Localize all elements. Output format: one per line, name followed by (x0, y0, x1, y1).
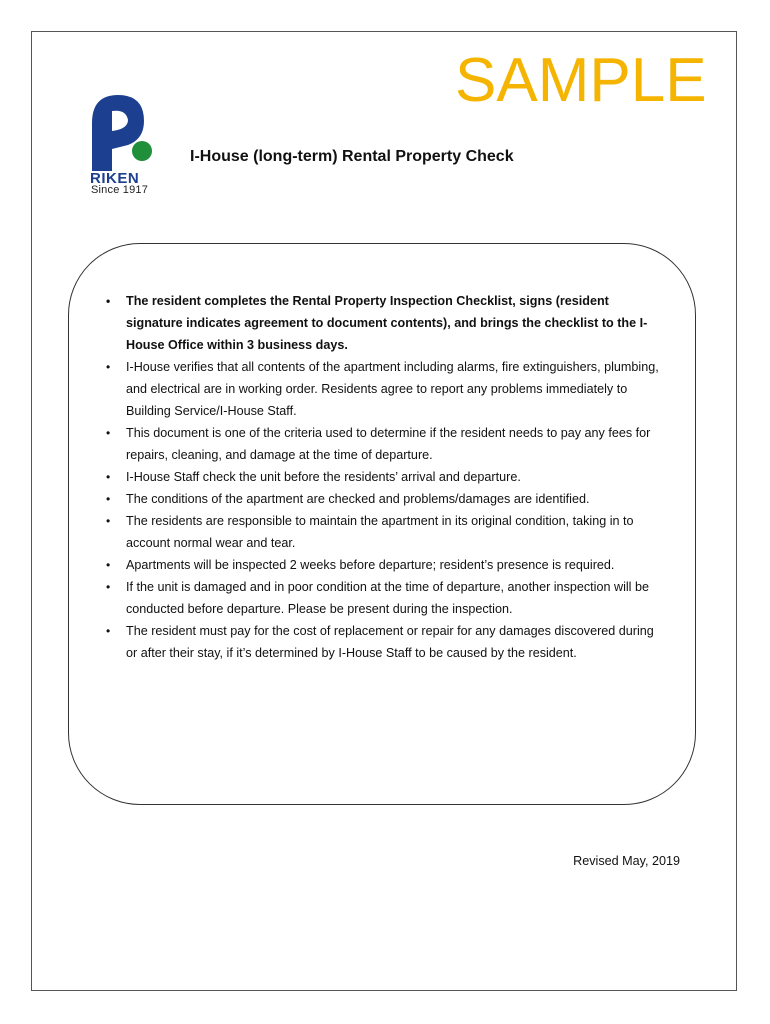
bullet-dot-icon: • (106, 624, 111, 638)
bullet-dot-icon: • (106, 514, 111, 528)
bullet-text: I-House verifies that all contents of the apartment including alarms, fire extinguishers, plumbing, and electrical are in working order. Residents agree to report any problems immediately to Building Service/I-House Staff. (126, 360, 659, 418)
bullet-list (104, 290, 666, 664)
bullet-text: Apartments will be inspected 2 weeks before departure; resident’s presence is required. (126, 558, 615, 572)
bullet-item (104, 422, 666, 466)
bullet-item (104, 466, 666, 488)
logo-wordmark: RIKEN (90, 170, 140, 185)
bullet-item (104, 510, 666, 554)
bullet-text: I-House Staff check the unit before the residents’ arrival and departure. (126, 470, 521, 484)
bullet-item (104, 356, 666, 422)
logo-blue-shape (92, 95, 144, 171)
revised-date: Revised May, 2019 (573, 854, 680, 868)
bullet-item (104, 620, 666, 664)
bullet-dot-icon: • (106, 492, 111, 506)
bullet-dot-icon: • (106, 426, 111, 440)
bullet-text: This document is one of the criteria used to determine if the resident needs to pay any fees for repairs, cleaning, and damage at the time of departure. (126, 426, 651, 462)
bullet-dot-icon: • (106, 558, 111, 572)
sample-watermark: SAMPLE (455, 46, 707, 115)
bullet-dot-icon: • (106, 580, 111, 594)
bullet-item (104, 554, 666, 576)
bullet-item (104, 488, 666, 510)
since-label: Since 1917 (91, 184, 149, 196)
bullet-item (104, 576, 666, 620)
bullet-text: If the unit is damaged and in poor condition at the time of departure, another inspection will be conducted before departure. Please be present during the inspection. (126, 580, 649, 616)
bullet-item (104, 290, 666, 356)
logo-green-dot (132, 141, 152, 161)
riken-logo-mark (82, 93, 162, 185)
bullet-dot-icon: • (106, 360, 111, 374)
document-title: I-House (long-term) Rental Property Check (190, 148, 514, 165)
bullet-text: The resident must pay for the cost of replacement or repair for any damages discovered during or after their stay, if it’s determined by I-House Staff to be caused by the resident. (126, 624, 654, 660)
bullet-text: The resident completes the Rental Property Inspection Checklist, signs (resident signature indicates agreement to document contents), and brings the checklist to the I-House Office within 3 business days. (126, 294, 648, 352)
bullet-text: The conditions of the apartment are checked and problems/damages are identified. (126, 492, 590, 506)
bullet-dot-icon: • (106, 294, 111, 308)
bullet-text: The residents are responsible to maintain the apartment in its original condition, taking in to account normal wear and tear. (126, 514, 634, 550)
bullet-dot-icon: • (106, 470, 111, 484)
